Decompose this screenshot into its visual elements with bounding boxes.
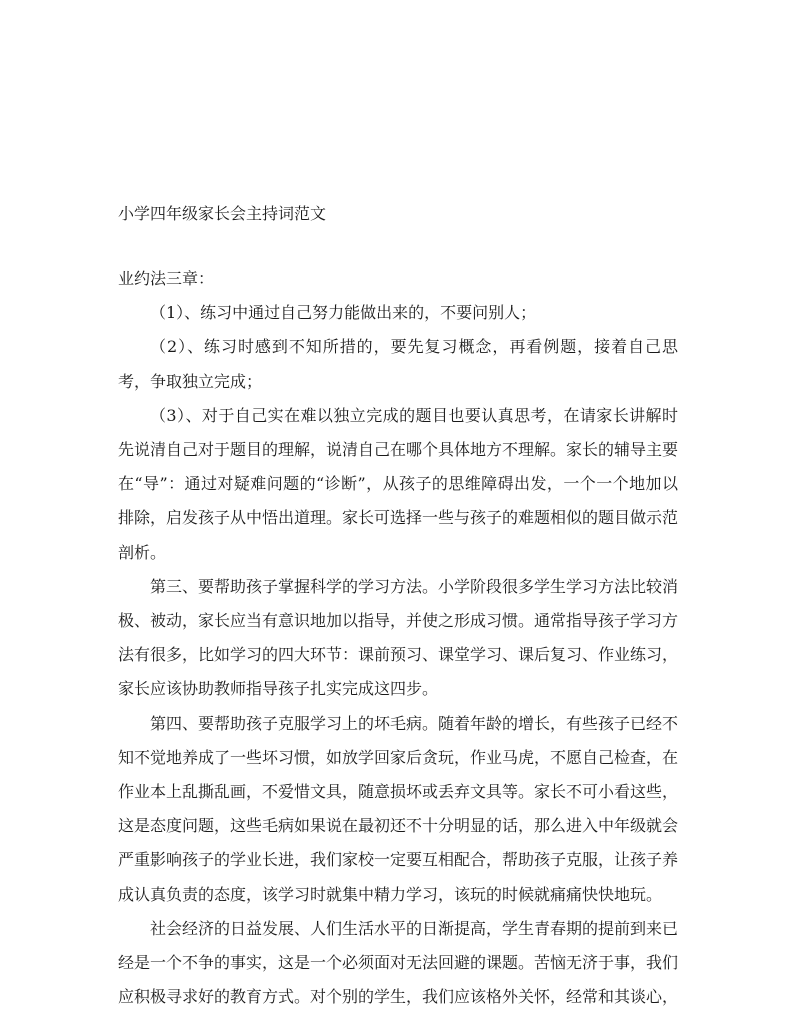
paragraph-fourth: 第四、要帮助孩子克服学习上的坏毛病。随着年龄的增长，有些孩子已经不知不觉地养成了一些坏习惯，如放学回家后贪玩，作业马虎，不愿自己检查，在作业本上乱撕乱画，不爱惜文具，随意损坏或丢弃文具等。家长不可小看这些，这是态度问题，这些毛病如果说在最初还不十分明显的话，那么进入中年级就会严重影响孩子的学业长进，我们家校一定要互相配合，帮助孩子克服，让孩子养成认真负责的态度，该学习时就集中精力学习，该玩的时候就痛痛快快地玩。 <box>118 713 679 904</box>
paragraph-rule-1: （1）、练习中通过自己努力能做出来的，不要问别人； <box>150 303 537 323</box>
paragraph-rule-2: （2）、练习时感到不知所措的，要先复习概念，再看例题，接着自己思考，争取独立完成； <box>118 337 678 391</box>
paragraph-rule-3: （3）、对于自己实在难以独立完成的题目也要认真思考，在请家长讲解时先说清自己对于题目的理解，说清自己在哪个具体地方不理解。家长的辅导主要在“导”：通过对疑难问题的“诊断”，从孩子的思维障碍出发，一个一个地加以排除，启发孩子从中悟出道理。家长可选择一些与孩子的难题相似的题目做示范剖析。 <box>118 405 679 562</box>
paragraph-third: 第三、要帮助孩子掌握科学的学习方法。小学阶段很多学生学习方法比较消极、被动，家长应当有意识地加以指导，并使之形成习惯。通常指导孩子学习方法有很多，比如学习的四大环节：课前预习、课堂学习、课后复习、作业练习，家长应该协助教师指导孩子扎实完成这四步。 <box>118 576 679 699</box>
document-title: 小学四年级家长会主持词范文 <box>118 204 327 223</box>
document-body <box>118 262 678 1014</box>
paragraph-society: 社会经济的日益发展、人们生活水平的日渐提高，学生青春期的提前到来已经是一个不争的事实，这是一个必须面对无法回避的课题。苦恼无济于事，我们应积极寻求好的教育方式。对个别的学生，我们应该格外关怀，经常和其谈心， <box>118 918 679 1007</box>
paragraph-heading: 业约法三章： <box>118 269 215 288</box>
